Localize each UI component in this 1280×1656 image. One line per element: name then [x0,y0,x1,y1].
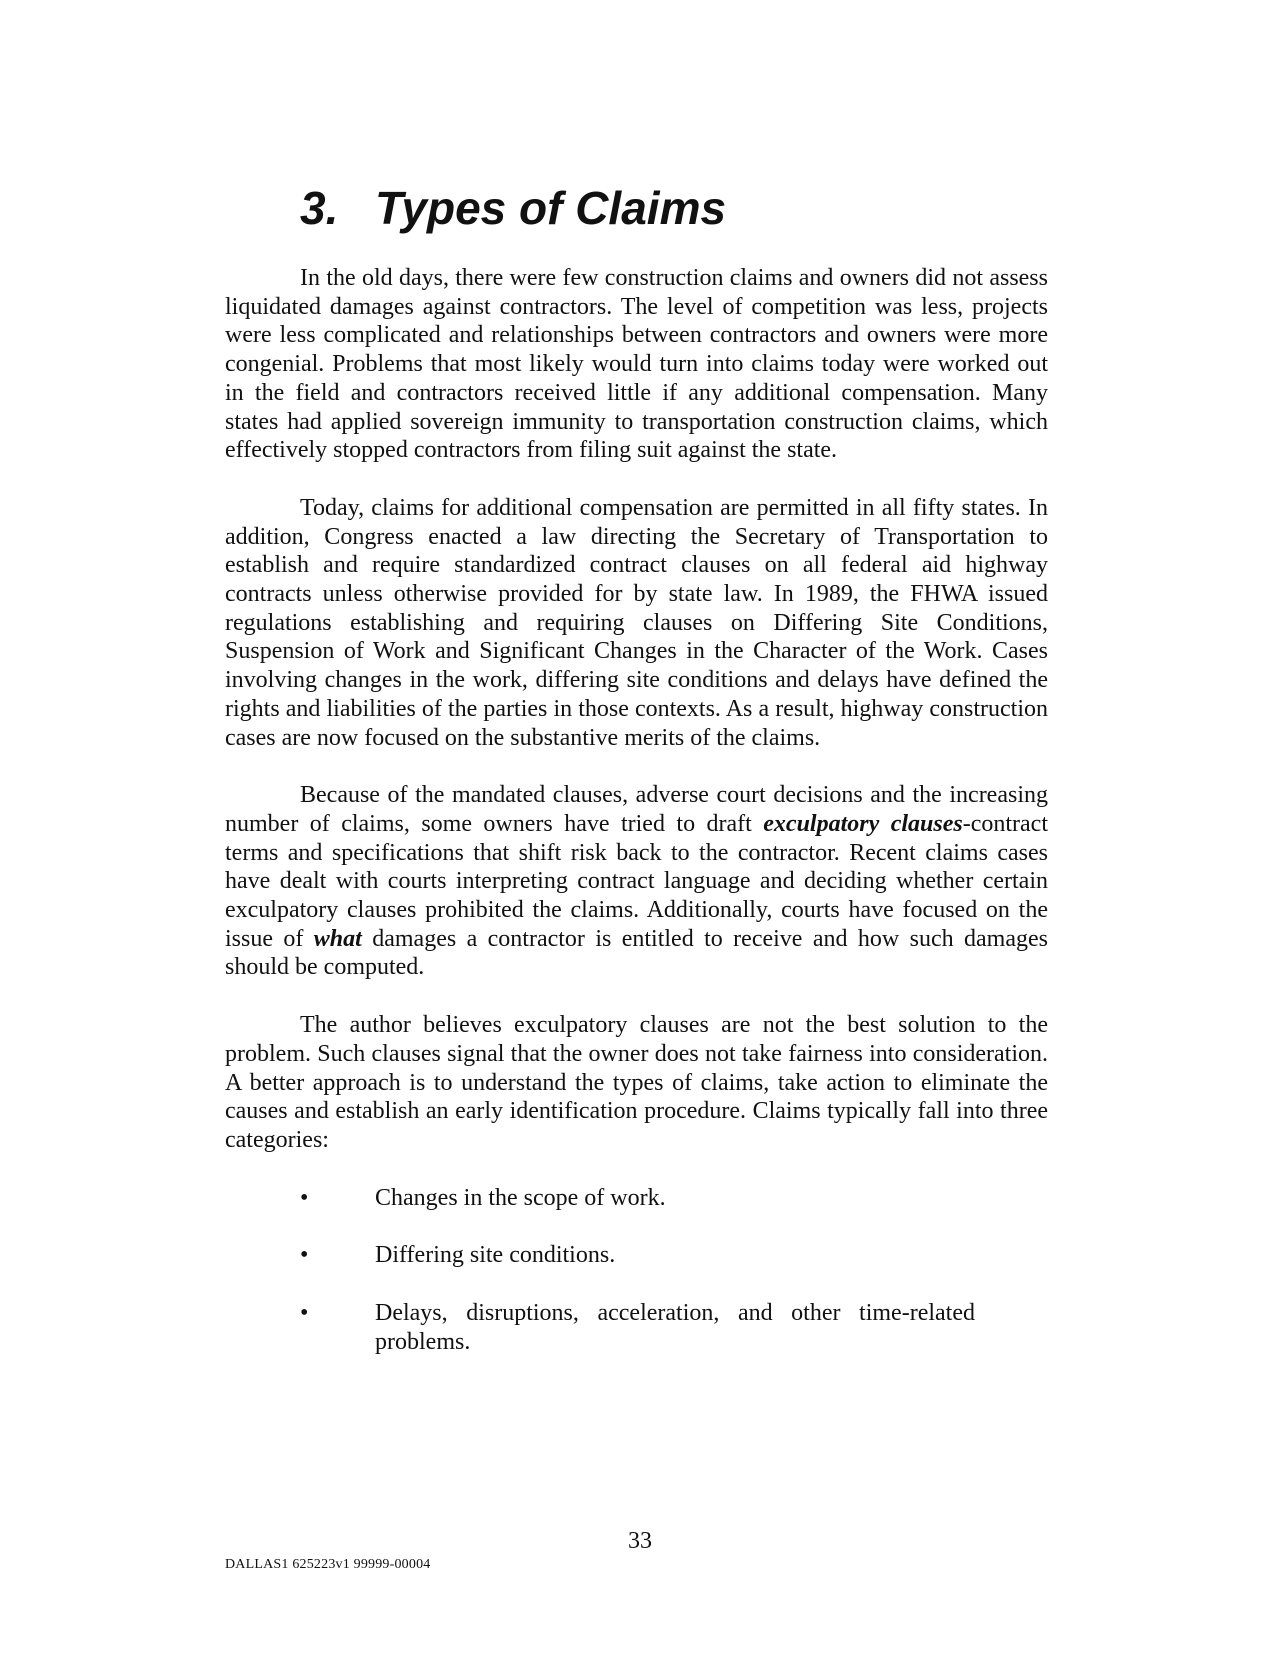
paragraph-segment: -contract terms and specifications that shift risk back to the contractor. Recent claims cases have dealt with courts interpreting contract language and deciding whether certain exculpatory clauses prohibited the claims. Additionally, courts have focused on the issue of [225,810,1048,952]
list-item-text: Differing site conditions. [375,1242,616,1269]
paragraph-author-believes: The author believes exculpatory clauses are not the best solution to the problem. Such clauses signal that the owner does not take fairness into consideration. A better approach is to understand the types of claims, take action to eliminate the causes and establish an early identification procedure. Claims typically fall into three categories: [225,1012,1048,1153]
paragraph-today: Today, claims for additional compensation are permitted in all fifty states. In addition, Congress enacted a law directing the Secretary of Transportation to establish and require standardized contract clauses on all federal aid highway contracts unless otherwise provided for by state law. In 1989, the FHWA issued regulations establishing and requiring clauses on Differing Site Conditions, Suspension of Work and Significant Changes in the Character of the Work. Cases involving changes in the work, differing site conditions and delays have defined the rights and liabilities of the parties in those contexts. As a result, highway construction cases are now focused on the substantive merits of the claims. [225,494,1048,751]
list-item [225,1184,975,1213]
list-item-text: Changes in the scope of work. [375,1184,666,1211]
list-item [225,1241,975,1270]
section-title: Types of Claims [375,182,727,234]
list-item-text: Delays, disruptions, acceleration, and other time-related problems. [375,1300,975,1355]
paragraph-mandated-clauses [225,781,1048,982]
bullet-icon: • [300,1242,309,1269]
paragraph-segment: Because of the mandated clauses, adverse court decisions and the increasing number of claims, some owners have tried to draft [225,782,1048,837]
document-id-footer: DALLAS1 625223v1 99999-00004 [225,1557,431,1572]
bullet-icon: • [300,1300,309,1327]
bullet-icon: • [300,1184,309,1211]
claim-categories-list [225,1184,975,1357]
paragraph-segment: damages a contractor is entitled to receive and how such damages should be computed. [225,925,1048,981]
list-item [225,1299,975,1356]
section-heading [300,180,726,236]
emphasis-what: what [313,925,362,952]
body-text [225,264,1048,1386]
page-number: 33 [628,1528,652,1554]
section-number: 3. [300,182,339,234]
emphasis-exculpatory-clauses: exculpatory clauses [763,810,963,837]
paragraph-old-days: In the old days, there were few construction claims and owners did not assess liquidated damages against contractors. The level of competition was less, projects were less complicated and relationships between contractors and owners were more congenial. Problems that most likely would turn into claims today were worked out in the field and contractors received little if any additional compensation. Many states had applied sovereign immunity to transportation construction claims, which effectively stopped contractors from filing suit against the state. [225,265,1048,464]
